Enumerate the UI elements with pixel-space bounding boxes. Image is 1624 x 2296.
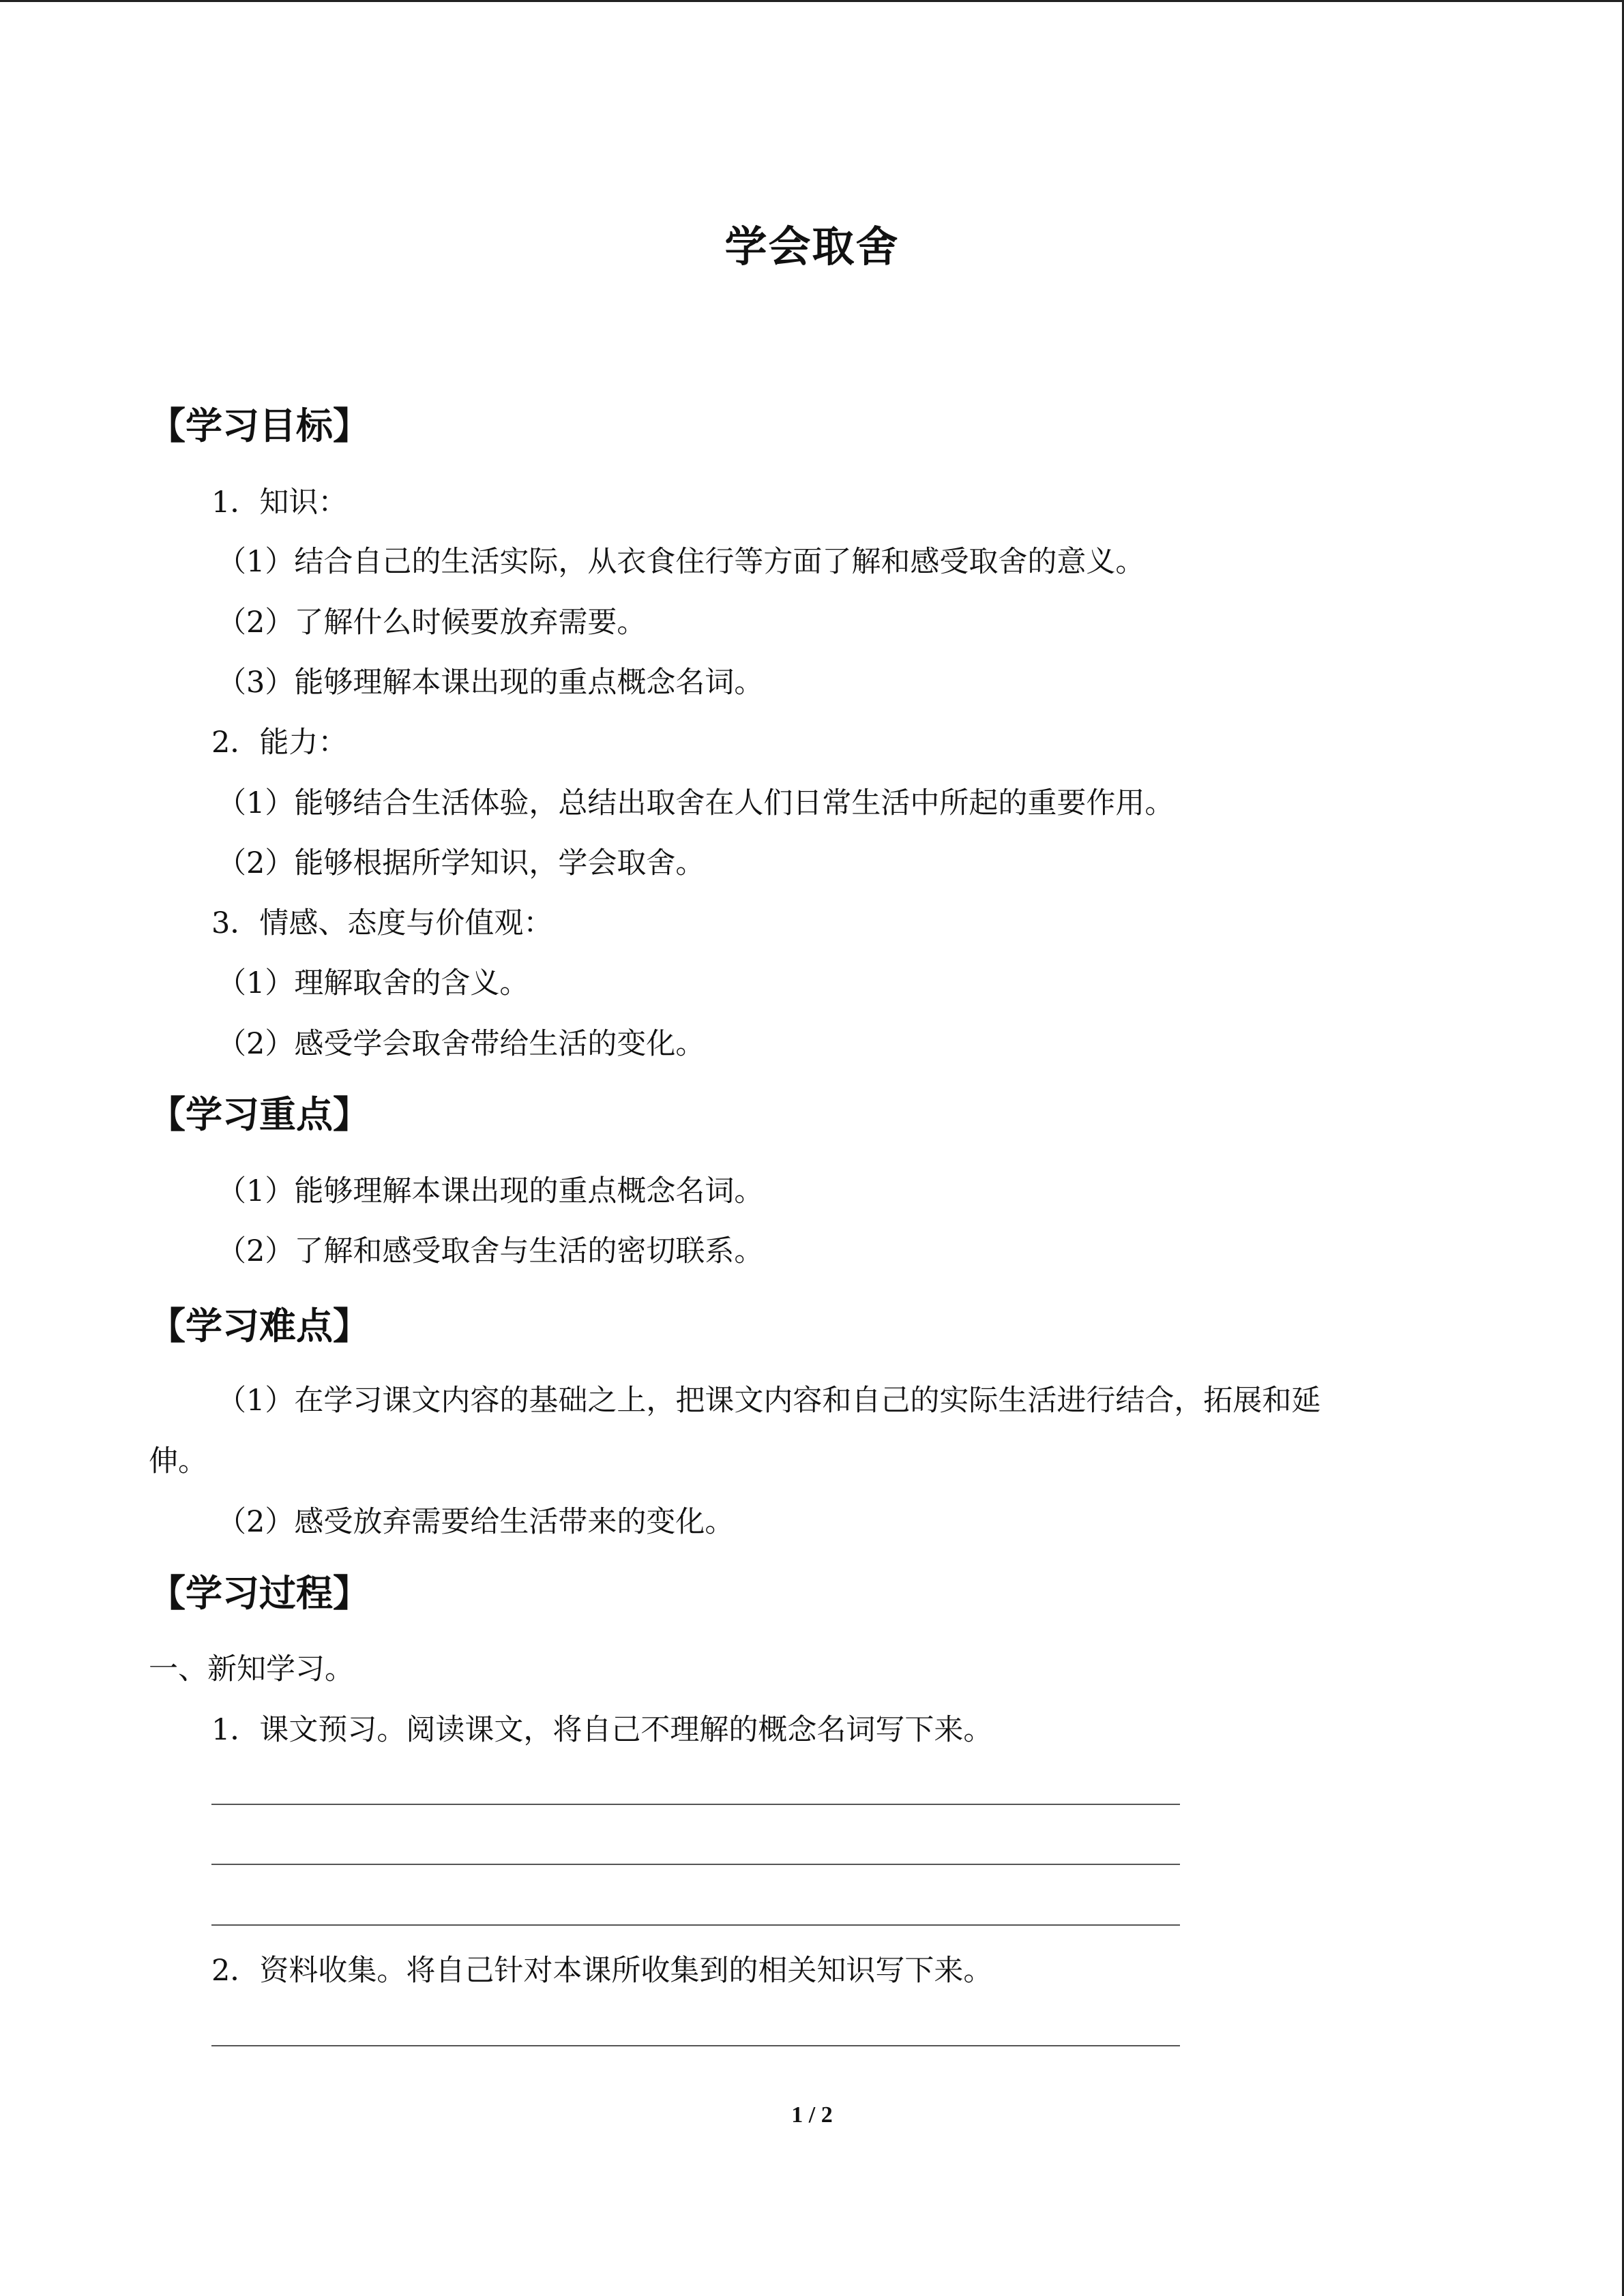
process-step-1: 1．课文预习。阅读课文，将自己不理解的概念名词写下来。 (211, 1713, 993, 1747)
process-step-2: 2．资料收集。将自己针对本课所收集到的相关知识写下来。 (211, 1954, 993, 1988)
page-border-top (0, 0, 1624, 2)
difficulty-1-line-2: 伸。 (149, 1444, 207, 1478)
ability-item-2: （2）能够根据所学知识，学会取舍。 (217, 846, 705, 880)
answer-line-2[interactable] (211, 1864, 1180, 1865)
heading-difficulties: 【学习难点】 (149, 1304, 370, 1347)
emotion-item-2: （2）感受学会取舍带给生活的变化。 (217, 1027, 705, 1061)
difficulty-2: （2）感受放弃需要给生活带来的变化。 (217, 1505, 735, 1539)
ability-item-1: （1）能够结合生活体验，总结出取舍在人们日常生活中所起的重要作用。 (217, 786, 1175, 820)
answer-line-3[interactable] (211, 1924, 1180, 1926)
key-point-1: （1）能够理解本课出现的重点概念名词。 (217, 1174, 764, 1208)
difficulty-1-line-1: （1）在学习课文内容的基础之上，把课文内容和自己的实际生活进行结合，拓展和延 (217, 1384, 1321, 1418)
knowledge-item-1: （1）结合自己的生活实际，从衣食住行等方面了解和感受取舍的意义。 (217, 545, 1145, 579)
page-title: 学会取舍 (724, 222, 900, 271)
process-part-1: 一、新知学习。 (149, 1652, 354, 1686)
answer-line-4[interactable] (211, 2045, 1180, 2046)
answer-line-1[interactable] (211, 1804, 1180, 1805)
heading-objectives: 【学习目标】 (149, 404, 370, 447)
emotion-label: 3．情感、态度与价值观： (211, 906, 553, 940)
heading-process: 【学习过程】 (149, 1572, 370, 1615)
knowledge-item-2: （2）了解什么时候要放弃需要。 (217, 606, 647, 640)
emotion-item-1: （1）理解取舍的含义。 (217, 966, 529, 1000)
knowledge-label: 1．知识： (211, 486, 348, 520)
key-point-2: （2）了解和感受取舍与生活的密切联系。 (217, 1234, 764, 1268)
heading-key-points: 【学习重点】 (149, 1093, 370, 1136)
page-number: 1 / 2 (791, 2102, 833, 2128)
knowledge-item-3: （3）能够理解本课出现的重点概念名词。 (217, 666, 764, 700)
ability-label: 2．能力： (211, 726, 348, 760)
